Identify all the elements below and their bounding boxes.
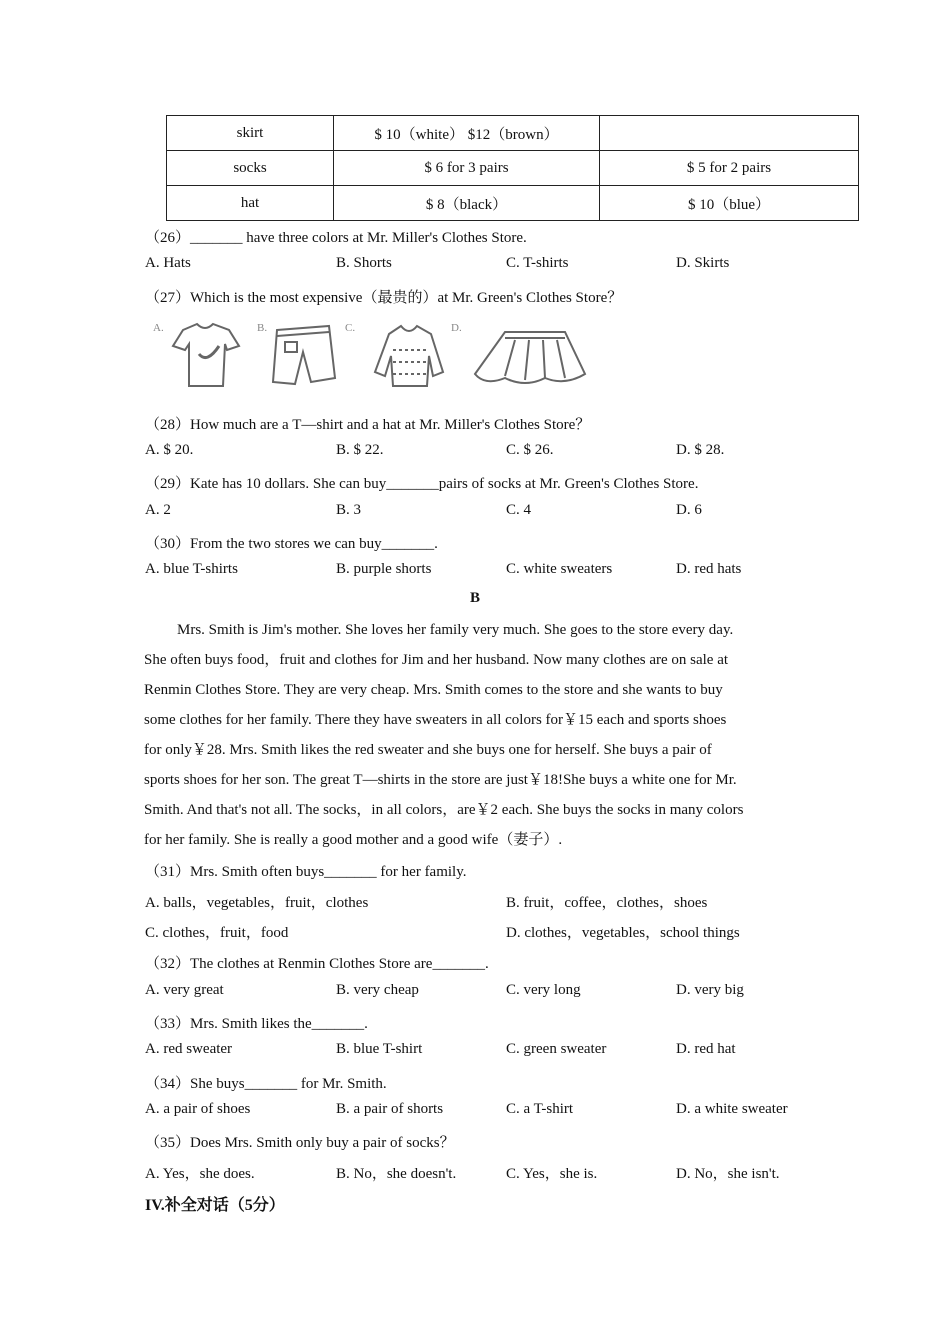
section-4-title: IV.补全对话（5分） [145, 1197, 285, 1214]
shorts-icon [273, 326, 335, 384]
option-d: D. $ 28. [676, 442, 725, 458]
question-33-stem: （33）Mrs. Smith likes the_______. [145, 1016, 368, 1032]
table-cell: $ 10（blue） [600, 186, 859, 221]
clothing-pictures [145, 316, 591, 396]
pic-label-d: D. [451, 322, 462, 334]
table-row [167, 116, 859, 151]
option-d: D. red hat [676, 1041, 736, 1057]
question-29-stem: （29）Kate has 10 dollars. She can buy_______pairs of socks at Mr. Green's Clothes Store. [145, 476, 699, 492]
option-c: C. white sweaters [506, 561, 613, 577]
question-27-stem: （27）Which is the most expensive（最贵的）at Mr. Green's Clothes Store？ [145, 290, 623, 306]
option-b: B. 3 [336, 502, 362, 518]
passage-line: some clothes for her family. There they have sweaters in all colors for￥15 each and sports shoes [144, 712, 727, 728]
pic-label-c: C. [345, 322, 356, 334]
option-c: C. $ 26. [506, 442, 554, 458]
tshirt-icon [173, 324, 239, 386]
table-cell: $ 10（white） $12（brown） [334, 116, 600, 151]
reading-passage [144, 615, 808, 855]
option-d: D. Skirts [676, 255, 730, 271]
table-cell: $ 5 for 2 pairs [600, 151, 859, 186]
option-b: B. Shorts [336, 255, 392, 271]
option-b: B. a pair of shorts [336, 1101, 444, 1117]
passage-line: She often buys food，fruit and clothes for Jim and her husband. Now many clothes are on sale at [144, 652, 729, 668]
option-d: D. red hats [676, 561, 742, 577]
option-a: A. a pair of shoes [145, 1101, 251, 1117]
question-28-stem: （28）How much are a T—shirt and a hat at Mr. Miller's Clothes Store？ [145, 417, 591, 433]
table-cell: socks [167, 151, 334, 186]
option-b: B. very cheap [336, 982, 419, 998]
option-d: D. 6 [676, 502, 702, 518]
pic-label-b: B. [257, 322, 268, 334]
option-b: B. blue T-shirt [336, 1041, 423, 1057]
sweater-icon [375, 326, 443, 386]
table-cell: skirt [167, 116, 334, 151]
option-c: C. very long [506, 982, 581, 998]
option-b: B. $ 22. [336, 442, 384, 458]
option-a: A. 2 [145, 502, 171, 518]
table-cell: hat [167, 186, 334, 221]
option-b: B. purple shorts [336, 561, 432, 577]
skirt-icon [475, 332, 585, 383]
table-cell: $ 6 for 3 pairs [334, 151, 600, 186]
option-a: A. Hats [145, 255, 191, 271]
section-b-title: B [469, 590, 480, 606]
passage-line: Renmin Clothes Store. They are very cheap. Mrs. Smith comes to the store and she wants to buy [144, 682, 723, 698]
option-a: A. blue T-shirts [145, 561, 238, 577]
option-c: C. T-shirts [506, 255, 569, 271]
clothing-drawings [145, 316, 591, 396]
option-b: B. No，she doesn't. [336, 1166, 457, 1182]
option-c: C. Yes，she is. [506, 1166, 598, 1182]
option-c: C. 4 [506, 502, 532, 518]
table-row [167, 151, 859, 186]
passage-line: for her family. She is really a good mother and a good wife（妻子）. [144, 832, 563, 848]
question-30-stem: （30）From the two stores we can buy_______. [145, 536, 438, 552]
option-c: C. a T-shirt [506, 1101, 574, 1117]
option-d: D. very big [676, 982, 744, 998]
option-a: A. $ 20. [145, 442, 194, 458]
option-d: D. a white sweater [676, 1101, 788, 1117]
option-a: A. Yes，she does. [145, 1166, 255, 1182]
option-a: A. red sweater [145, 1041, 233, 1057]
question-35-stem: （35）Does Mrs. Smith only buy a pair of socks？ [145, 1135, 455, 1151]
question-31-stem: （31）Mrs. Smith often buys_______ for her family. [145, 864, 467, 880]
passage-line: sports shoes for her son. The great T—shirts in the store are just￥18!She buys a white one for Mr. [144, 772, 737, 788]
option-c: C. clothes，fruit，food [145, 925, 289, 941]
option-d: D. clothes，vegetables，school things [506, 925, 740, 941]
question-26-stem: （26）_______ have three colors at Mr. Miller's Clothes Store. [145, 230, 527, 246]
passage-line: for only￥28. Mrs. Smith likes the red sweater and she buys one for herself. She buys a pair of [144, 742, 712, 758]
table-row [167, 186, 859, 221]
passage-line: Mrs. Smith is Jim's mother. She loves her family very much. She goes to the store every day. [177, 622, 734, 638]
table-cell [600, 116, 859, 151]
option-b: B. fruit，coffee，clothes，shoes [506, 895, 708, 911]
option-a: A. very great [145, 982, 224, 998]
passage-line: Smith. And that's not all. The socks，in all colors，are￥2 each. She buys the socks in many colors [144, 802, 744, 818]
pic-label-a: A. [153, 322, 164, 334]
option-c: C. green sweater [506, 1041, 607, 1057]
question-32-stem: （32）The clothes at Renmin Clothes Store are_______. [145, 956, 489, 972]
table-cell: $ 8（black） [334, 186, 600, 221]
question-34-stem: （34）She buys_______ for Mr. Smith. [145, 1076, 387, 1092]
price-table [166, 115, 859, 221]
option-d: D. No，she isn't. [676, 1166, 780, 1182]
option-a: A. balls，vegetables，fruit，clothes [145, 895, 369, 911]
